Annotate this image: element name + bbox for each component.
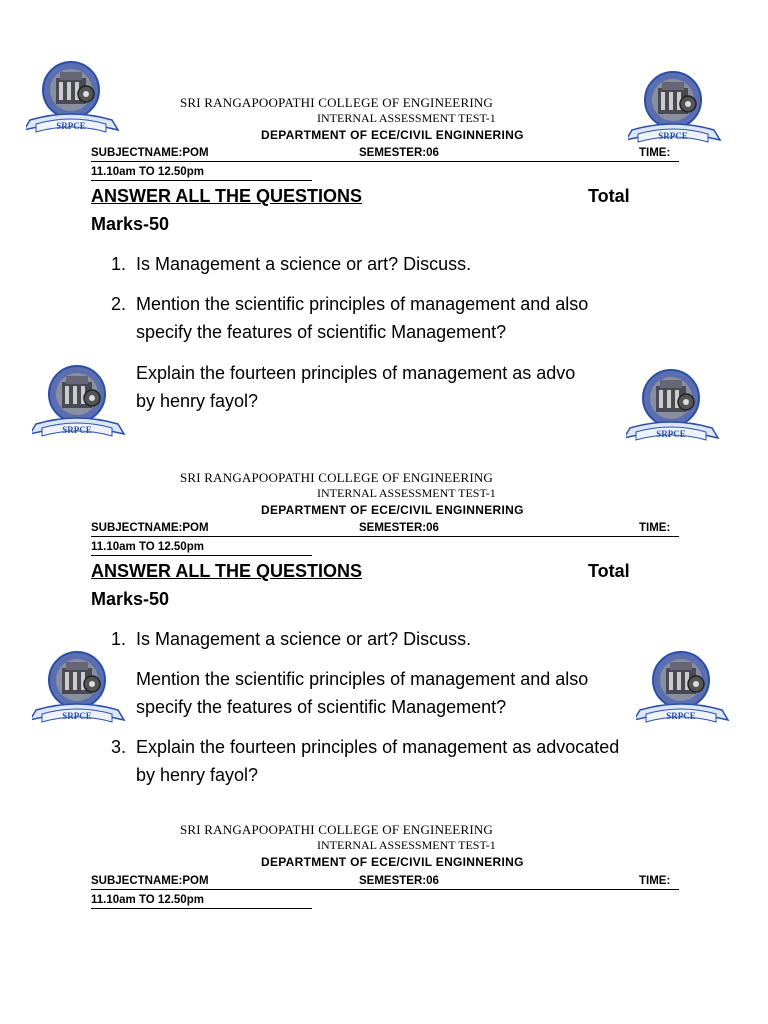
question-number: 1.	[111, 254, 127, 274]
question-number: 1.	[111, 629, 127, 649]
time-value: 11.10am TO 12.50pm	[91, 166, 204, 178]
logo-4	[626, 366, 724, 448]
logo-text: SRPCE	[56, 121, 86, 131]
logo-5	[32, 648, 130, 730]
logo-text: SRPCE	[656, 429, 686, 439]
test-title: INTERNAL ASSESSMENT TEST-1	[317, 486, 496, 500]
logo-text: SRPCE	[658, 131, 688, 141]
college-name: SRI RANGAPOOPATHI COLLEGE OF ENGINEERING	[180, 470, 494, 485]
question-1	[111, 250, 472, 278]
semester: SEMESTER:06	[359, 147, 439, 159]
question-1	[111, 625, 472, 653]
question-text: by henry fayol?	[136, 391, 259, 411]
semester: SEMESTER:06	[359, 875, 439, 887]
department: DEPARTMENT OF ECE/CIVIL ENGINNERING	[261, 128, 524, 142]
semester: SEMESTER:06	[359, 522, 439, 534]
question-text: Mention the scientific principles of management and also	[136, 294, 589, 314]
time-rule	[91, 555, 312, 556]
logo-3	[32, 362, 130, 444]
subject-name: SUBJECTNAME:POM	[91, 147, 209, 159]
logo-1	[26, 58, 124, 140]
logo-2	[628, 68, 726, 150]
logo-6	[636, 648, 734, 730]
question-number: 2.	[111, 294, 127, 314]
subject-name: SUBJECTNAME:POM	[91, 522, 209, 534]
time-label: TIME:	[639, 522, 671, 534]
question-text: Is Management a science or art? Discuss.	[136, 629, 472, 649]
question-text: Mention the scientific principles of management and also	[136, 669, 589, 689]
department: DEPARTMENT OF ECE/CIVIL ENGINNERING	[261, 503, 524, 517]
time-rule	[91, 908, 312, 909]
test-title: INTERNAL ASSESSMENT TEST-1	[317, 838, 496, 852]
question-text: by henry fayol?	[136, 765, 259, 785]
marks: Marks-50	[91, 589, 170, 609]
test-title: INTERNAL ASSESSMENT TEST-1	[317, 111, 496, 125]
question-text: specify the features of scientific Management?	[136, 697, 507, 717]
subject-name: SUBJECTNAME:POM	[91, 875, 209, 887]
header-rule	[91, 889, 679, 890]
logo-text: SRPCE	[62, 711, 92, 721]
question-text: Is Management a science or art? Discuss.	[136, 254, 472, 274]
question-3	[111, 733, 620, 789]
instruction: ANSWER ALL THE QUESTIONS	[91, 186, 363, 206]
college-name: SRI RANGAPOOPATHI COLLEGE OF ENGINEERING	[180, 95, 494, 110]
logo-text: SRPCE	[62, 425, 92, 435]
question-number: 3.	[111, 737, 127, 757]
college-name: SRI RANGAPOOPATHI COLLEGE OF ENGINEERING	[180, 822, 494, 837]
total-label: Total	[588, 186, 630, 206]
time-label: TIME:	[639, 147, 671, 159]
instruction: ANSWER ALL THE QUESTIONS	[91, 561, 363, 581]
question-3	[136, 359, 575, 415]
marks: Marks-50	[91, 214, 170, 234]
time-value: 11.10am TO 12.50pm	[91, 894, 204, 906]
question-text: Explain the fourteen principles of management as advo	[136, 363, 576, 383]
question-text: specify the features of scientific Management?	[136, 322, 507, 342]
time-label: TIME:	[639, 875, 671, 887]
total-label: Total	[588, 561, 630, 581]
header-rule	[91, 536, 679, 537]
question-text: Explain the fourteen principles of management as advocated	[136, 737, 620, 757]
question-2	[111, 290, 589, 346]
header-rule	[91, 161, 679, 162]
department: DEPARTMENT OF ECE/CIVIL ENGINNERING	[261, 855, 524, 869]
question-2	[136, 665, 588, 721]
time-value: 11.10am TO 12.50pm	[91, 541, 204, 553]
time-rule	[91, 180, 312, 181]
logo-text: SRPCE	[666, 711, 696, 721]
